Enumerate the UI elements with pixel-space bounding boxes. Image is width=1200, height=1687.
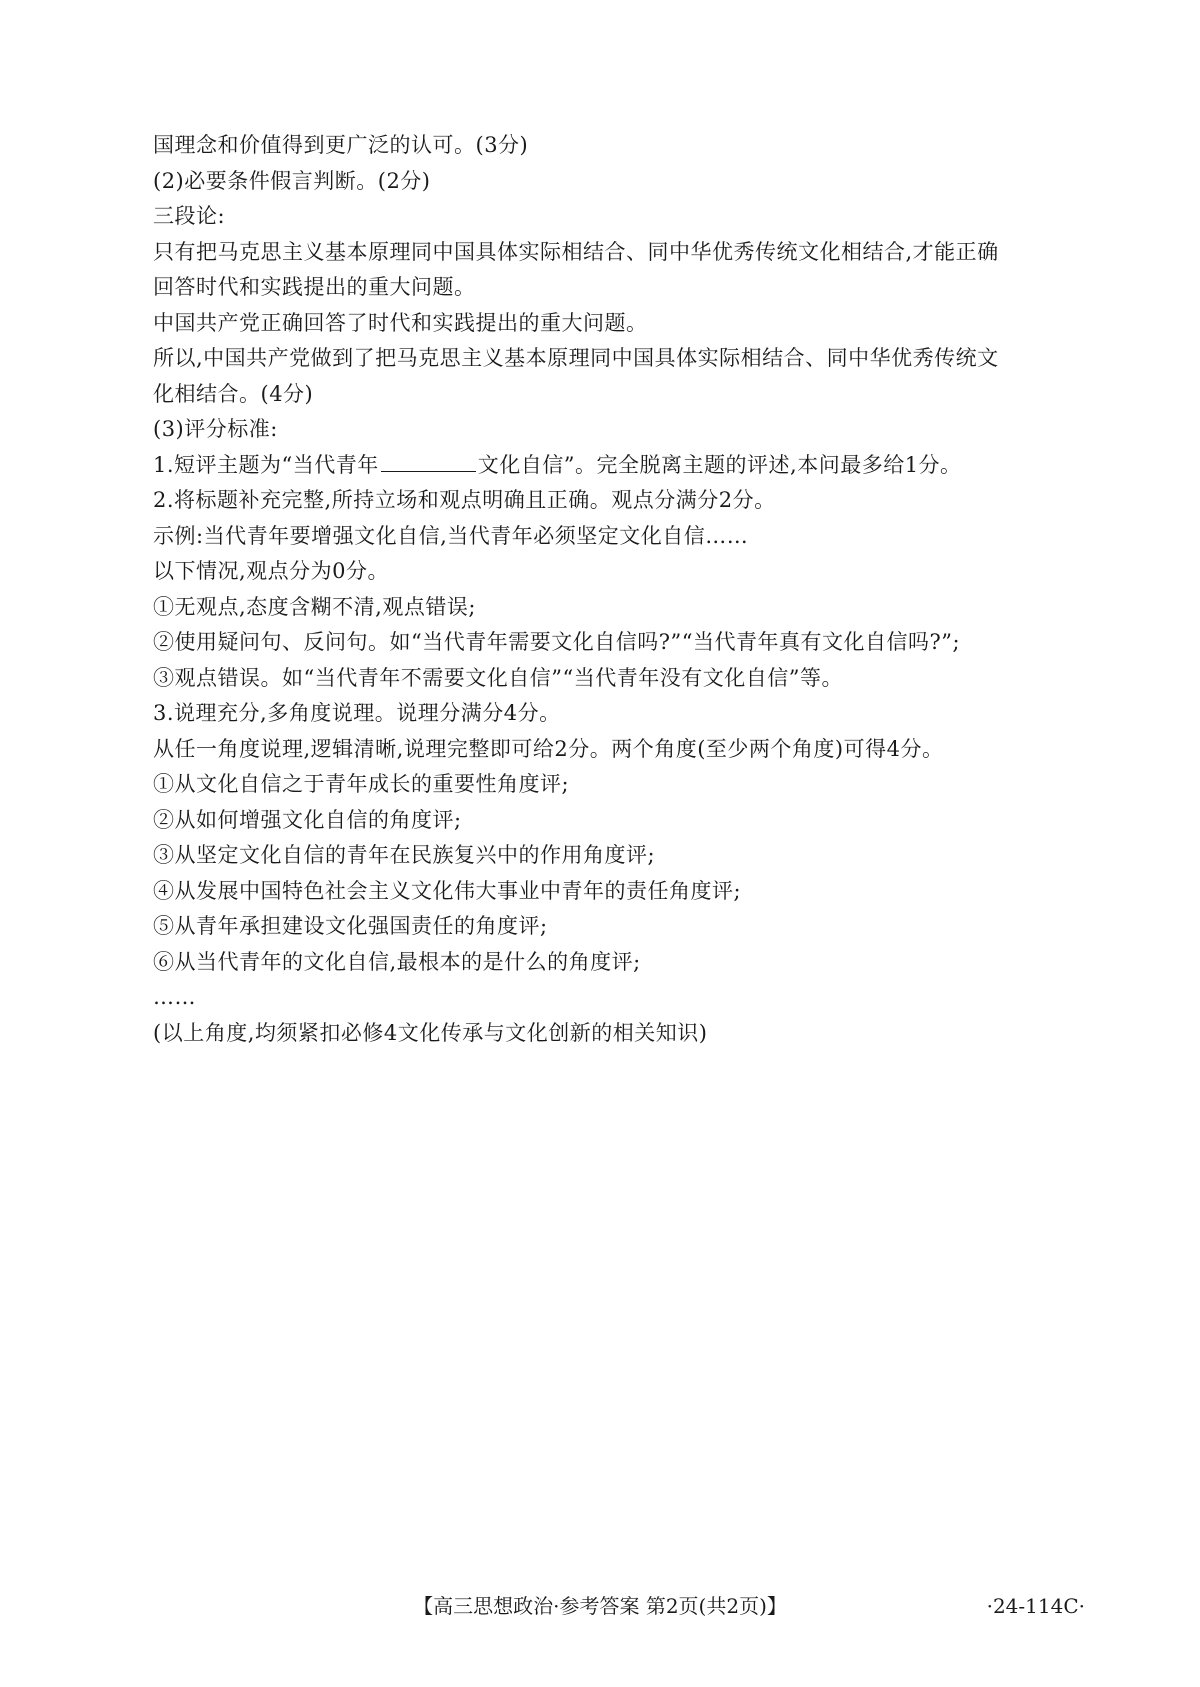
text-line: 以下情况,观点分为0分。	[153, 559, 390, 583]
text-line: 中国共产党正确回答了时代和实践提出的重大问题。	[153, 310, 648, 335]
text-line: 国理念和价值得到更广泛的认可。(3分)	[153, 133, 529, 157]
text-line: 三段论:	[153, 204, 226, 228]
text-segment: 1.短评主题为“当代青年	[153, 452, 379, 477]
text-line: 只有把马克思主义基本原理同中国具体实际相结合、同中华优秀传统文化相结合,才能正确	[153, 239, 999, 264]
text-segment: 文化自信”。完全脱离主题的评述,本问最多给1分。	[477, 452, 962, 477]
text-line	[153, 448, 1083, 484]
text-line: 回答时代和实践提出的重大问题。	[153, 275, 476, 299]
text-line: 3.说理充分,多角度说理。说理分满分4分。	[153, 701, 561, 725]
text-line: (2)必要条件假言判断。(2分)	[153, 168, 431, 193]
text-line: 示例:当代青年要增强文化自信,当代青年必须坚定文化自信……	[153, 523, 749, 548]
answer-text	[153, 128, 1083, 1051]
text-line: ①无观点,态度含糊不清,观点错误;	[153, 594, 476, 619]
text-line: 化相结合。(4分)	[153, 381, 314, 406]
text-line: ②使用疑问句、反问句。如“当代青年需要文化自信吗?”“当代青年真有文化自信吗?”;	[153, 630, 961, 654]
text-line: ①从文化自信之于青年成长的重要性角度评;	[153, 772, 570, 796]
footer-title: 【高三思想政治·参考答案 第2页(共2页)】	[413, 1594, 787, 1618]
text-line: 2.将标题补充完整,所持立场和观点明确且正确。观点分满分2分。	[153, 488, 776, 512]
text-line: ③观点错误。如“当代青年不需要文化自信”“当代青年没有文化自信”等。	[153, 665, 843, 690]
text-line: ……	[153, 985, 196, 1009]
text-line: ③从坚定文化自信的青年在民族复兴中的作用角度评;	[153, 843, 656, 867]
text-line: ②从如何增强文化自信的角度评;	[153, 807, 462, 832]
text-line: ⑥从当代青年的文化自信,最根本的是什么的角度评;	[153, 949, 641, 974]
text-line: 从任一角度说理,逻辑清晰,说理完整即可给2分。两个角度(至少两个角度)可得4分。	[153, 736, 944, 761]
footer-code: ·24-114C·	[986, 1594, 1085, 1618]
text-line: 所以,中国共产党做到了把马克思主义基本原理同中国具体实际相结合、同中华优秀传统文	[153, 346, 999, 370]
text-line: ⑤从青年承担建设文化强国责任的角度评;	[153, 914, 548, 938]
text-line: ④从发展中国特色社会主义文化伟大事业中青年的责任角度评;	[153, 878, 742, 903]
text-line: (3)评分标准:	[153, 417, 278, 441]
text-line: (以上角度,均须紧扣必修4文化传承与文化创新的相关知识)	[153, 1020, 708, 1045]
fill-blank	[381, 453, 476, 472]
